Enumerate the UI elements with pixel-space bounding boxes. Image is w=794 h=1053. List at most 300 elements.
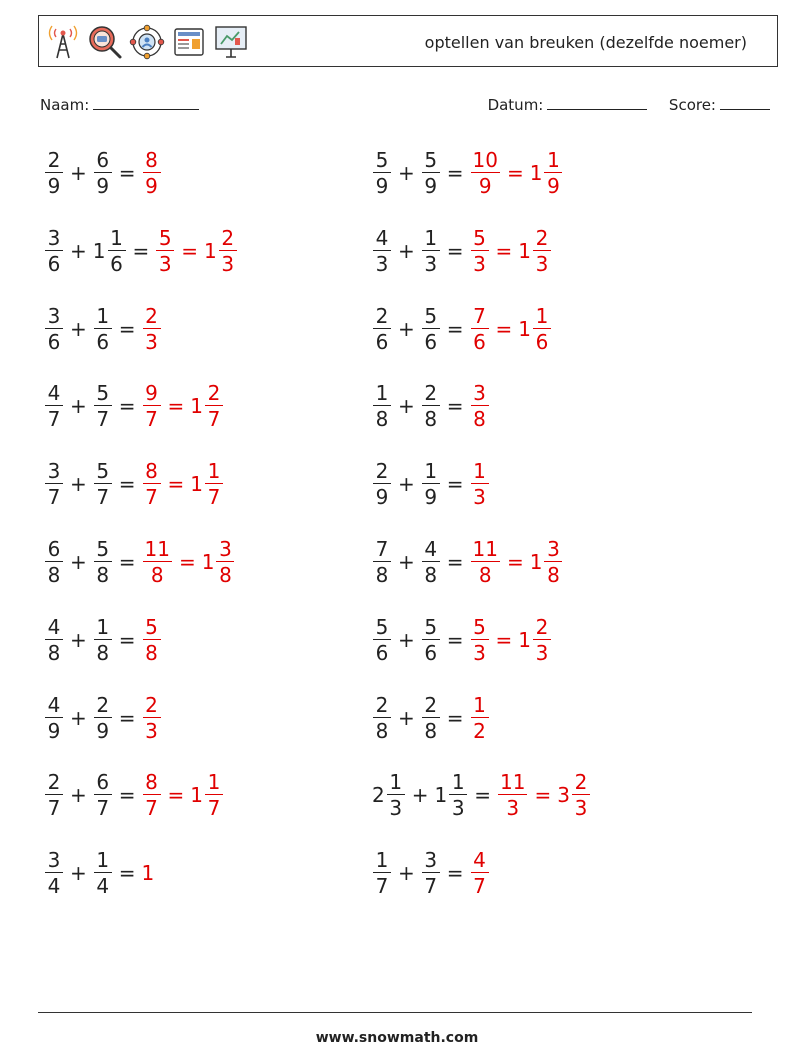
fraction-stack [45, 225, 63, 276]
fraction [142, 539, 173, 585]
numerator: 2 [533, 617, 551, 640]
numerator: 10 [472, 148, 498, 172]
plus-sign: + [70, 472, 87, 497]
whole-number: 1 [190, 472, 204, 497]
numerator: 2 [143, 306, 161, 329]
fraction-stack [373, 692, 391, 743]
fraction-stack [422, 614, 440, 665]
date-blank[interactable] [547, 95, 647, 110]
numerator: 1 [449, 772, 467, 795]
problem-row [372, 688, 490, 748]
fraction-stack [45, 848, 63, 899]
denominator: 3 [424, 251, 438, 276]
plus-sign: + [70, 627, 87, 652]
fraction [190, 381, 224, 432]
numerator: 11 [500, 770, 526, 795]
fraction-stack [471, 303, 489, 354]
equals-sign: = [446, 861, 464, 886]
numerator: 1 [373, 383, 391, 406]
fraction-stack [422, 381, 440, 432]
equals-sign: = [167, 783, 185, 808]
denominator: 7 [145, 485, 158, 510]
denominator: 7 [96, 796, 110, 821]
fraction [372, 150, 392, 196]
numerator: 3 [471, 383, 489, 406]
numerator: 5 [94, 461, 112, 484]
fraction [470, 459, 490, 510]
numerator: 2 [219, 228, 237, 251]
fraction [470, 848, 490, 899]
denominator: 9 [424, 485, 438, 510]
fraction [421, 150, 441, 196]
fraction [190, 459, 224, 510]
plus-sign: + [398, 238, 415, 263]
fraction [93, 614, 113, 665]
equals-sign: = [495, 316, 513, 341]
equals-sign: = [118, 705, 136, 730]
equals-sign: = [181, 238, 199, 263]
fraction [421, 848, 441, 899]
problem-row [44, 765, 224, 825]
plus-sign: + [398, 316, 415, 341]
problem-row [44, 843, 155, 903]
numerator: 5 [156, 228, 174, 251]
denominator: 7 [96, 407, 110, 432]
fraction [372, 848, 392, 899]
equals-sign: = [118, 316, 136, 341]
footer-divider [38, 1012, 752, 1013]
fraction-stack [544, 539, 562, 585]
numerator: 2 [373, 695, 391, 718]
whole-number: 3 [557, 783, 570, 808]
whole-number: 1 [529, 550, 543, 574]
fraction-stack [94, 614, 112, 665]
equals-sign: = [446, 705, 464, 730]
denominator: 9 [96, 174, 110, 198]
numerator: 2 [94, 695, 112, 718]
denominator: 7 [47, 407, 61, 432]
fraction-stack [205, 770, 223, 821]
denominator: 9 [424, 174, 438, 198]
plus-sign: + [398, 394, 415, 419]
fraction [142, 303, 162, 354]
whole-number: 1 [518, 627, 532, 652]
equals-sign: = [446, 161, 464, 185]
denominator: 4 [47, 874, 61, 899]
numerator: 6 [94, 772, 112, 795]
numerator: 2 [422, 383, 440, 406]
denominator: 6 [375, 329, 389, 354]
equals-sign: = [118, 783, 136, 808]
fraction [470, 225, 490, 276]
numerator: 5 [422, 150, 440, 173]
numerator: 11 [144, 537, 170, 561]
fraction-stack [471, 539, 500, 585]
numerator: 5 [373, 617, 391, 640]
denominator: 9 [47, 718, 61, 743]
problem-row [372, 454, 490, 514]
fraction [372, 225, 392, 276]
plus-sign: + [398, 861, 415, 886]
whole-number: 1 [141, 861, 155, 886]
denominator: 8 [424, 407, 438, 432]
denominator: 7 [145, 407, 158, 432]
fraction [44, 770, 64, 821]
numerator: 8 [143, 150, 161, 173]
plus-sign: + [398, 705, 415, 730]
fraction-stack [572, 770, 590, 821]
fraction [92, 225, 127, 276]
numerator: 2 [422, 695, 440, 718]
denominator: 8 [150, 563, 164, 587]
numerator: 4 [45, 383, 63, 406]
fraction [421, 539, 441, 585]
numerator: 2 [533, 228, 551, 251]
problem-row [372, 143, 563, 203]
fraction-stack [533, 303, 551, 354]
fraction-stack [45, 614, 63, 665]
date-label: Datum: [487, 96, 544, 114]
header-icons [45, 21, 249, 63]
denominator: 3 [145, 718, 158, 743]
numerator: 1 [533, 306, 551, 329]
problem-row [372, 221, 552, 281]
numerator: 5 [471, 617, 489, 640]
denominator: 4 [96, 874, 110, 899]
fraction [470, 381, 490, 432]
fraction-stack [94, 848, 112, 899]
fraction [93, 770, 113, 821]
fraction-stack [45, 692, 63, 743]
fraction-stack [108, 225, 126, 276]
numerator: 5 [422, 617, 440, 640]
fraction [93, 381, 113, 432]
problem-row [44, 299, 162, 359]
whole-number: 1 [529, 161, 543, 185]
denominator: 9 [547, 174, 560, 198]
fraction [142, 150, 162, 196]
numerator: 4 [45, 617, 63, 640]
fraction-stack [143, 692, 161, 743]
problem-row [372, 376, 490, 436]
numerator: 5 [94, 539, 112, 562]
fraction-stack [422, 303, 440, 354]
fraction-stack [422, 225, 440, 276]
denominator: 3 [473, 640, 486, 665]
numerator: 3 [216, 539, 234, 562]
plus-sign: + [70, 394, 87, 419]
plus-sign: + [70, 316, 87, 341]
denominator: 9 [145, 174, 158, 198]
fraction-stack [143, 381, 161, 432]
equals-sign: = [178, 550, 196, 574]
fraction-stack [143, 150, 161, 196]
numerator: 4 [422, 539, 440, 562]
fraction [372, 539, 392, 585]
denominator: 6 [96, 329, 110, 354]
fraction [530, 150, 564, 196]
numerator: 5 [143, 617, 161, 640]
fraction-stack [373, 381, 391, 432]
fraction [204, 225, 238, 276]
fraction-stack [94, 692, 112, 743]
numerator: 3 [45, 461, 63, 484]
numerator: 3 [544, 539, 562, 562]
equals-sign: = [446, 472, 464, 497]
equals-sign: = [167, 394, 185, 419]
fraction [372, 381, 392, 432]
fraction [372, 770, 406, 821]
whole-number: 1 [92, 238, 106, 263]
equals-sign: = [446, 627, 464, 652]
fraction-stack [205, 459, 223, 510]
denominator: 9 [375, 485, 389, 510]
fraction [93, 539, 113, 585]
equals-sign: = [446, 550, 464, 574]
whole-number: 1 [190, 783, 204, 808]
score-label: Score: [668, 96, 716, 114]
plus-sign: + [70, 861, 87, 886]
denominator: 6 [47, 251, 61, 276]
footer-url[interactable]: www.snowmath.com [315, 1030, 479, 1046]
numerator: 2 [45, 772, 63, 795]
fraction [44, 848, 64, 899]
worksheet-title: optellen van breuken (dezelfde noemer) [424, 33, 747, 52]
problem-row [372, 532, 563, 592]
antenna-tower-icon [45, 24, 81, 60]
fraction [44, 692, 64, 743]
fraction-stack [45, 303, 63, 354]
fraction [421, 459, 441, 510]
fraction-stack [449, 770, 467, 821]
numerator: 1 [94, 850, 112, 873]
denominator: 8 [219, 563, 232, 587]
problem-row [44, 221, 238, 281]
fraction [421, 303, 441, 354]
fraction [44, 614, 64, 665]
denominator: 7 [207, 407, 221, 432]
whole-number: 1 [204, 238, 217, 263]
denominator: 8 [547, 563, 560, 587]
fraction-stack [45, 459, 63, 510]
denominator: 3 [473, 485, 486, 510]
fraction [372, 303, 392, 354]
denominator: 3 [389, 796, 403, 821]
whole-number: 1 [190, 394, 204, 419]
denominator: 3 [535, 640, 549, 665]
denominator: 7 [424, 874, 438, 899]
equals-sign: = [132, 238, 150, 263]
score-blank[interactable] [720, 95, 770, 110]
fraction [470, 150, 501, 196]
fraction-stack [373, 303, 391, 354]
numerator: 5 [422, 306, 440, 329]
numerator: 5 [471, 228, 489, 251]
fraction-stack [373, 459, 391, 510]
numerator: 6 [45, 539, 63, 562]
fraction-stack [45, 539, 63, 585]
plus-sign: + [398, 627, 415, 652]
fraction [421, 692, 441, 743]
fraction-stack [143, 614, 161, 665]
numerator: 6 [94, 150, 112, 173]
fraction [372, 614, 392, 665]
plus-sign: + [398, 550, 415, 574]
name-blank[interactable] [93, 95, 199, 110]
fraction [518, 225, 552, 276]
numerator: 11 [472, 537, 498, 561]
equals-sign: = [495, 627, 513, 652]
fraction [470, 692, 490, 743]
fraction [142, 692, 162, 743]
numerator: 1 [205, 461, 223, 484]
fraction-stack [216, 539, 234, 585]
fraction [44, 303, 64, 354]
denominator: 6 [473, 329, 486, 354]
fraction-stack [45, 381, 63, 432]
equals-sign: = [118, 861, 136, 886]
numerator: 2 [373, 461, 391, 484]
numerator: 8 [143, 772, 161, 795]
denominator: 6 [424, 640, 438, 665]
problem-row [372, 610, 552, 670]
equals-sign: = [167, 472, 185, 497]
fraction-stack [471, 614, 489, 665]
fraction [470, 539, 501, 585]
numerator: 2 [572, 772, 590, 795]
fraction [421, 225, 441, 276]
denominator: 3 [473, 251, 486, 276]
denominator: 3 [535, 251, 549, 276]
numerator: 7 [471, 306, 489, 329]
equals-sign: = [118, 394, 136, 419]
plus-sign: + [411, 783, 429, 808]
equals-sign: = [118, 161, 136, 185]
fraction-stack [422, 539, 440, 585]
fraction-stack [156, 225, 174, 276]
denominator: 9 [375, 174, 389, 198]
problem-row [44, 688, 162, 748]
name-label: Naam: [40, 96, 90, 114]
fraction [44, 459, 64, 510]
numerator: 1 [422, 228, 440, 251]
fraction [434, 770, 469, 821]
fraction [93, 459, 113, 510]
denominator: 8 [424, 718, 438, 743]
plus-sign: + [70, 161, 87, 185]
denominator: 8 [47, 563, 61, 587]
plus-sign: + [70, 550, 87, 574]
fraction-stack [94, 381, 112, 432]
fraction [44, 225, 64, 276]
fraction-stack [143, 770, 161, 821]
fraction-stack [143, 539, 172, 585]
denominator: 3 [158, 251, 172, 276]
equals-sign: = [118, 550, 136, 574]
fraction-stack [373, 614, 391, 665]
fraction [557, 770, 591, 821]
plus-sign: + [70, 783, 87, 808]
fraction [530, 539, 564, 585]
fraction [93, 303, 113, 354]
denominator: 8 [47, 640, 61, 665]
fraction [93, 150, 113, 196]
numerator: 9 [143, 383, 161, 406]
numerator: 5 [94, 383, 112, 406]
bot-magnifier-icon [87, 24, 123, 60]
problem-row [44, 143, 162, 203]
denominator: 8 [478, 563, 492, 587]
numerator: 1 [108, 228, 126, 251]
fraction-stack [471, 381, 489, 432]
fraction-stack [422, 848, 440, 899]
problem-row [372, 765, 591, 825]
equals-sign: = [446, 316, 464, 341]
equals-sign: = [474, 783, 491, 808]
fraction [93, 848, 113, 899]
date-score-fields [488, 95, 770, 114]
fraction-stack [471, 692, 489, 743]
fraction-stack [533, 225, 551, 276]
numerator: 7 [373, 539, 391, 562]
problem-row [44, 610, 162, 670]
fraction-stack [94, 770, 112, 821]
fraction-stack [94, 459, 112, 510]
denominator: 6 [424, 329, 438, 354]
plus-sign: + [398, 161, 415, 185]
fraction [372, 692, 392, 743]
denominator: 7 [47, 485, 61, 510]
fraction [142, 459, 162, 510]
denominator: 2 [473, 718, 486, 743]
denominator: 7 [207, 796, 221, 821]
denominator: 3 [375, 251, 389, 276]
fraction-stack [373, 848, 391, 899]
fraction-stack [205, 381, 223, 432]
fraction-stack [422, 459, 440, 510]
numerator: 1 [471, 461, 489, 484]
fraction-stack [373, 539, 391, 585]
numerator: 1 [387, 772, 405, 795]
fraction-stack [387, 770, 405, 821]
denominator: 6 [47, 329, 61, 354]
denominator: 6 [535, 329, 549, 354]
denominator: 9 [96, 718, 110, 743]
numerator: 4 [471, 850, 489, 873]
denominator: 8 [96, 640, 110, 665]
fraction-stack [94, 539, 112, 585]
denominator: 8 [424, 563, 438, 587]
fraction-stack [143, 303, 161, 354]
numerator: 1 [373, 850, 391, 873]
fraction [44, 381, 64, 432]
denominator: 7 [96, 485, 110, 510]
fraction-stack [143, 459, 161, 510]
plus-sign: + [70, 238, 87, 263]
fraction [142, 861, 156, 885]
denominator: 7 [47, 796, 61, 821]
equals-sign: = [506, 550, 524, 574]
problem-row [372, 843, 490, 903]
denominator: 8 [375, 563, 389, 587]
denominator: 6 [110, 251, 123, 276]
fraction [518, 614, 552, 665]
numerator: 1 [94, 306, 112, 329]
fraction [142, 381, 162, 432]
numerator: 2 [373, 306, 391, 329]
problem-row [372, 299, 552, 359]
numerator: 1 [205, 772, 223, 795]
